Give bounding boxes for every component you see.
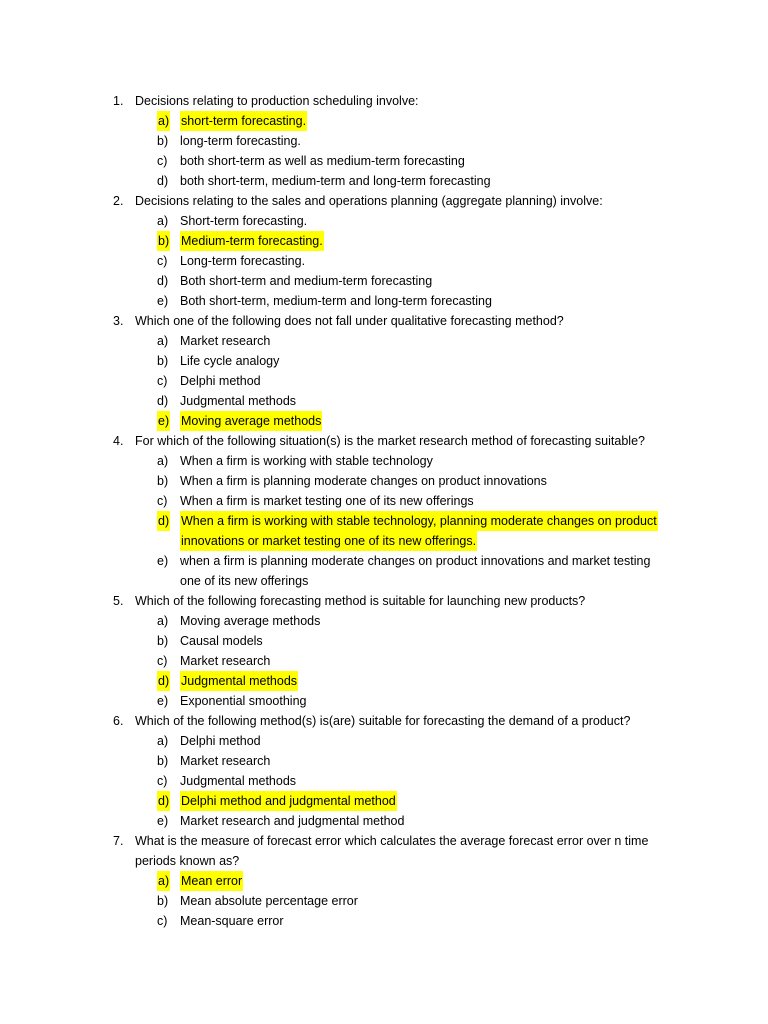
option-letter: a) [157, 871, 170, 891]
option-text: both short-term, medium-term and long-term forecasting [180, 174, 491, 188]
answer-option [0, 211, 768, 231]
answer-option [0, 471, 768, 491]
question-text: What is the measure of forecast error which calculates the average forecast error over n time [135, 834, 649, 848]
option-letter: d) [157, 274, 169, 288]
option-text: Delphi method and judgmental method [180, 791, 397, 811]
option-letter: b) [157, 754, 169, 768]
answer-option [0, 551, 768, 571]
answer-option [0, 131, 768, 151]
option-text: Delphi method [180, 734, 261, 748]
option-text: Judgmental methods [180, 774, 297, 788]
option-text: long-term forecasting. [180, 134, 301, 148]
question-text: Decisions relating to the sales and operations planning (aggregate planning) involve: [135, 194, 603, 208]
answer-option [0, 351, 768, 371]
question-5 [0, 591, 768, 711]
answer-option [0, 891, 768, 911]
question-text: Which of the following forecasting method is suitable for launching new products? [135, 594, 586, 608]
question-line [0, 591, 768, 611]
question-2 [0, 191, 768, 311]
answer-option [0, 171, 768, 191]
question-text: Which of the following method(s) is(are) suitable for forecasting the demand of a product? [135, 714, 631, 728]
answer-option [0, 271, 768, 291]
question-number: 7. [113, 834, 124, 848]
answer-option-highlighted [0, 671, 768, 691]
option-letter: b) [157, 231, 170, 251]
answer-option-highlighted [0, 411, 768, 431]
question-line [0, 311, 768, 331]
option-letter: a) [157, 454, 169, 468]
question-line [0, 851, 768, 871]
answer-option-highlighted [0, 531, 768, 551]
option-letter: d) [157, 671, 170, 691]
question-7 [0, 831, 768, 931]
answer-option [0, 451, 768, 471]
option-text: Mean error [180, 871, 243, 891]
question-1 [0, 91, 768, 191]
question-3 [0, 311, 768, 431]
option-letter: a) [157, 614, 169, 628]
option-letter: b) [157, 894, 169, 908]
option-letter: b) [157, 474, 169, 488]
option-text: both short-term as well as medium-term forecasting [180, 154, 465, 168]
option-text: When a firm is market testing one of its new offerings [180, 494, 474, 508]
option-text: Mean-square error [180, 914, 284, 928]
answer-option-highlighted [0, 111, 768, 131]
question-number: 3. [113, 314, 124, 328]
option-letter: e) [157, 294, 169, 308]
question-4 [0, 431, 768, 591]
question-line [0, 191, 768, 211]
question-line [0, 91, 768, 111]
answer-option [0, 751, 768, 771]
option-letter: b) [157, 134, 169, 148]
question-number: 1. [113, 94, 124, 108]
option-text: Long-term forecasting. [180, 254, 306, 268]
answer-option [0, 911, 768, 931]
option-text: innovations or market testing one of its new offerings. [180, 531, 477, 551]
option-letter: a) [157, 214, 169, 228]
answer-option [0, 691, 768, 711]
question-number: 4. [113, 434, 124, 448]
option-text: Medium-term forecasting. [180, 231, 324, 251]
option-text: short-term forecasting. [180, 111, 307, 131]
option-letter: e) [157, 694, 169, 708]
answer-option [0, 811, 768, 831]
option-letter: c) [157, 774, 168, 788]
question-text: Decisions relating to production scheduling involve: [135, 94, 419, 108]
option-letter: b) [157, 354, 169, 368]
option-text: Delphi method [180, 374, 261, 388]
option-letter: a) [157, 734, 169, 748]
question-number: 6. [113, 714, 124, 728]
document-page [0, 91, 768, 931]
question-line [0, 831, 768, 851]
option-text: Moving average methods [180, 614, 321, 628]
answer-option [0, 611, 768, 631]
option-text: Market research and judgmental method [180, 814, 405, 828]
question-6 [0, 711, 768, 831]
option-text: Moving average methods [180, 411, 322, 431]
option-letter: d) [157, 511, 170, 531]
question-text: periods known as? [135, 854, 240, 868]
option-text: Both short-term, medium-term and long-term forecasting [180, 294, 492, 308]
option-text: when a firm is planning moderate changes on product innovations and market testing [180, 554, 651, 568]
option-letter: d) [157, 394, 169, 408]
question-number: 2. [113, 194, 124, 208]
answer-option [0, 391, 768, 411]
question-text: For which of the following situation(s) is the market research method of forecasting suitable? [135, 434, 645, 448]
option-letter: c) [157, 254, 168, 268]
answer-option [0, 491, 768, 511]
question-text: Which one of the following does not fall under qualitative forecasting method? [135, 314, 564, 328]
answer-option [0, 251, 768, 271]
question-line [0, 711, 768, 731]
answer-option-highlighted [0, 871, 768, 891]
answer-option [0, 291, 768, 311]
option-text: When a firm is planning moderate changes on product innovations [180, 474, 547, 488]
option-text: Exponential smoothing [180, 694, 307, 708]
answer-option [0, 331, 768, 351]
option-text: Life cycle analogy [180, 354, 280, 368]
option-text: Causal models [180, 634, 263, 648]
option-letter: c) [157, 154, 168, 168]
option-text: Short-term forecasting. [180, 214, 308, 228]
answer-option-highlighted [0, 231, 768, 251]
option-letter: e) [157, 814, 169, 828]
option-text: Judgmental methods [180, 394, 297, 408]
option-letter: c) [157, 494, 168, 508]
answer-option-highlighted [0, 511, 768, 531]
question-number: 5. [113, 594, 124, 608]
answer-option [0, 731, 768, 751]
answer-option [0, 571, 768, 591]
option-text: Market research [180, 334, 271, 348]
option-text: Judgmental methods [180, 671, 298, 691]
option-text: When a firm is working with stable technology [180, 454, 433, 468]
option-letter: e) [157, 554, 169, 568]
option-text: When a firm is working with stable technology, planning moderate changes on product [180, 511, 658, 531]
option-letter: c) [157, 914, 168, 928]
option-letter: c) [157, 374, 168, 388]
option-letter: c) [157, 654, 168, 668]
option-letter: d) [157, 174, 169, 188]
answer-option [0, 151, 768, 171]
answer-option-highlighted [0, 791, 768, 811]
answer-option [0, 651, 768, 671]
answer-option [0, 371, 768, 391]
option-text: Market research [180, 654, 271, 668]
option-letter: b) [157, 634, 169, 648]
option-text: Market research [180, 754, 271, 768]
question-line [0, 431, 768, 451]
answer-option [0, 631, 768, 651]
option-letter: a) [157, 334, 169, 348]
option-text: Both short-term and medium-term forecasting [180, 274, 433, 288]
option-letter: e) [157, 411, 170, 431]
answer-option [0, 771, 768, 791]
option-text: Mean absolute percentage error [180, 894, 358, 908]
option-letter: d) [157, 791, 170, 811]
option-letter: a) [157, 111, 170, 131]
option-text: one of its new offerings [180, 574, 309, 588]
